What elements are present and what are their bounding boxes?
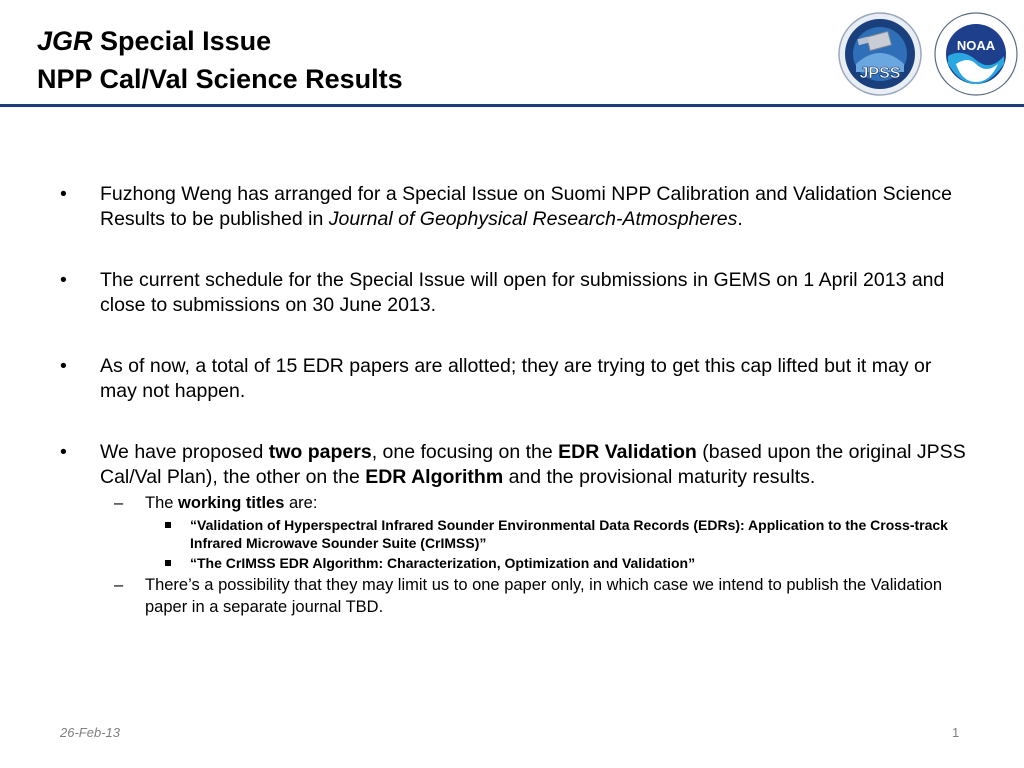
footer-date: 26-Feb-13 [60, 725, 120, 740]
square-bullet-icon [165, 522, 171, 528]
bullet-icon: • [60, 355, 67, 377]
journal-abbrev: JGR [37, 26, 93, 56]
dash-icon: – [114, 494, 124, 512]
bullet-4-text-2: , one focusing on the [371, 441, 559, 463]
sub-1-text-2: are: [284, 494, 318, 512]
sub-bullet-working-titles [60, 492, 970, 514]
bullet-icon: • [60, 183, 67, 205]
bullet-3-text: As of now, a total of 15 EDR papers are allotted; they are trying to get this cap lifted but it may or may not happen. [100, 355, 932, 402]
slide-title [37, 22, 403, 98]
paper-title-validation [60, 516, 970, 552]
noaa-logo-text: NOAA [956, 38, 996, 53]
square-bullet-icon [165, 560, 171, 566]
paper-title-1: “Validation of Hyperspectral Infrared Sounder Environmental Data Records (EDRs): Application to the Cross-track Infrared Microwave Sounder Suite (CrIMSS)” [190, 517, 948, 551]
sub-1-text-1: The [145, 494, 179, 512]
bullet-proposal [60, 440, 970, 490]
bullet-1-text: Fuzhong Weng has arranged for a Special Issue on Suomi NPP Calibration and Validation Science Results to be published in [100, 183, 953, 230]
jpss-logo-text: JPSS [859, 65, 901, 82]
sub-bullet-one-paper [60, 574, 970, 618]
sub-1-bold: working titles [178, 494, 285, 512]
bullet-special-issue [60, 182, 970, 232]
paper-title-algorithm [60, 554, 970, 572]
bullet-4-bold-1: two papers [268, 441, 372, 463]
bullet-1-end: . [737, 208, 743, 230]
title-line-2: NPP Cal/Val Science Results [37, 64, 403, 94]
bullet-icon: • [60, 441, 67, 463]
bullet-4-bold-3: EDR Algorithm [365, 466, 504, 488]
bullet-2-text: The current schedule for the Special Issue will open for submissions in GEMS on 1 April 2013 and close to submissions on 30 June 2013. [100, 269, 945, 316]
sub-2-text: There’s a possibility that they may limit us to one paper only, in which case we intend to publish the Validation paper in a separate journal TBD. [145, 576, 943, 616]
dash-icon: – [114, 576, 124, 594]
journal-name: Journal of Geophysical Research-Atmospheres [328, 208, 738, 230]
noaa-logo [934, 12, 1018, 96]
title-divider [0, 104, 1024, 107]
bullet-icon: • [60, 269, 67, 291]
bullet-4-text-3: (based upon the original JPSS Cal/Val Plan), the other on the [100, 441, 966, 488]
title-line-1 [37, 22, 403, 60]
slide-number: 1 [952, 725, 960, 740]
title-line-1-rest: Special Issue [92, 26, 272, 56]
bullet-4-bold-2: EDR Validation [558, 441, 697, 463]
slide-body [60, 182, 970, 618]
bullet-schedule [60, 268, 970, 318]
bullet-paper-cap [60, 354, 970, 404]
jpss-logo [838, 12, 922, 96]
paper-title-2: “The CrIMSS EDR Algorithm: Characterization, Optimization and Validation” [190, 555, 696, 571]
bullet-4-text-1: We have proposed [100, 441, 269, 463]
bullet-4-text-4: and the provisional maturity results. [503, 466, 816, 488]
